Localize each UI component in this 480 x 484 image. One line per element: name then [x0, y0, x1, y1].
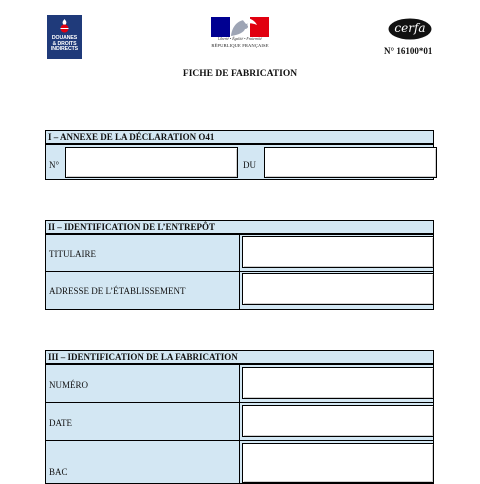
numero-label: NUMÉRO — [49, 380, 89, 390]
adresse-label-cell — [45, 271, 240, 310]
numero-label-cell — [45, 364, 240, 403]
douane-emblem-icon — [58, 19, 71, 33]
bac-label-cell — [45, 440, 240, 484]
titulaire-field[interactable] — [242, 236, 434, 268]
republic-label: RÉPUBLIQUE FRANÇAISE — [211, 43, 269, 48]
bac-field[interactable] — [242, 443, 434, 483]
titulaire-label-cell — [45, 234, 240, 272]
cerfa-number: N° 16100*01 — [384, 46, 433, 56]
adresse-label: ADRESSE DE L’ÉTABLISSEMENT — [49, 286, 186, 296]
section-1-title: I – ANNEXE DE LA DÉCLARATION O41 — [45, 130, 434, 144]
number-label: N° — [49, 160, 60, 170]
marianne-flag-icon — [211, 17, 269, 37]
cerfa-logo-text: cerfa — [394, 21, 426, 35]
douane-logo-line-3: INDIRECTS — [50, 46, 79, 53]
document-title: FICHE DE FABRICATION — [182, 69, 298, 79]
douane-logo-line-2: & DROITS — [52, 40, 77, 47]
date-label: DU — [243, 160, 256, 170]
titulaire-label: TITULAIRE — [49, 249, 96, 259]
date-label-cell — [45, 402, 240, 441]
bac-label: BAC — [49, 467, 68, 477]
numero-field[interactable] — [242, 367, 434, 399]
republic-motto: Liberté • Égalité • Fraternité — [218, 37, 262, 41]
douane-logo-line-1: DOUANES — [51, 35, 78, 41]
adresse-field[interactable] — [242, 273, 434, 305]
fabrication-date-label: DATE — [49, 418, 72, 428]
declaration-number-field[interactable] — [65, 147, 238, 178]
declaration-date-field[interactable] — [264, 147, 437, 178]
fabrication-date-field[interactable] — [242, 405, 434, 437]
republique-francaise-logo — [211, 17, 269, 49]
section-3-title: III – IDENTIFICATION DE LA FABRICATION — [45, 350, 434, 364]
douane-logo — [47, 15, 82, 59]
section-2-title: II – IDENTIFICATION DE L’ENTREPÔT — [45, 220, 434, 234]
